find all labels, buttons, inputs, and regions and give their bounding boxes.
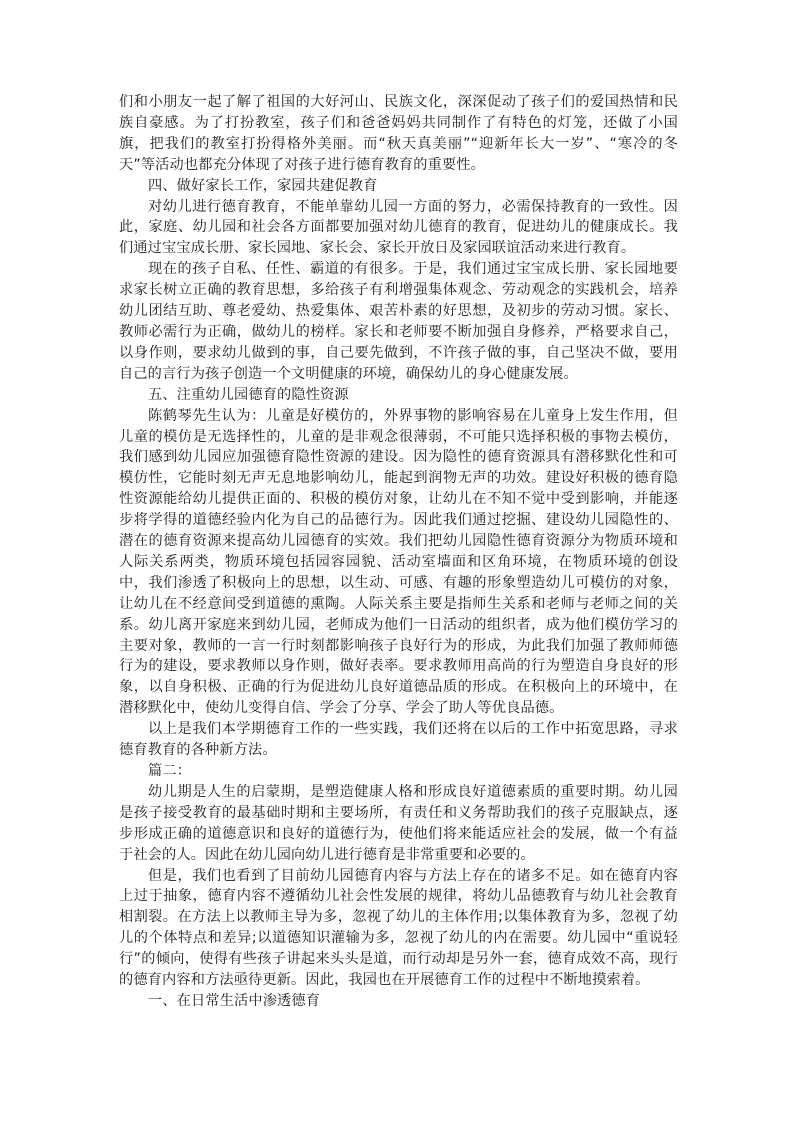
paragraph-continuation: 们和小朋友一起了解了祖国的大好河山、民族文化，深深促动了孩子们的爱国热情和民族自豪感。为了打扮教室，孩子们和爸爸妈妈共同制作了有特色的灯笼，还做了小国旗，把我们的教室打扮得格外美丽。而“秋天真美丽”“迎新年长大一岁”、“寒冷的冬天”等活动也都充分体现了对孩子进行德育教育的重要性。 — [119, 94, 678, 173]
paragraph: 现在的孩子自私、任性、霸道的有很多。于是，我们通过宝宝成长册、家长园地要求家长树立正确的教育思想，多给孩子有利增强集体观念、劳动观念的实践机会，培养幼儿团结互助、尊老爱幼、热爱集体、艰苦朴素的好思想，及初步的劳动习惯。家长、教师必需行为正确，做幼儿的榜样。家长和老师要不断加强自身修养，严格要求自己，以身作则，要求幼儿做到的事，自己要先做到，不许孩子做的事，自己坚决不做，要用自己的言行为孩子创造一个文明健康的环境，确保幼儿的身心健康发展。 — [119, 261, 678, 382]
paragraph: 幼儿期是人生的启蒙期，是塑造健康人格和形成良好道德素质的重要时期。幼儿园是孩子接受教育的最基础时期和主要场所，有责任和义务帮助我们的孩子克服缺点，逐步形成正确的道德意识和良好的道德行为，使他们将来能适应社会的发展，做一个有益于社会的人。因此在幼儿园向幼儿进行德育是非常重要和必要的。 — [119, 783, 678, 863]
section-heading-1: 一、在日常生活中渗透德育 — [148, 992, 321, 1009]
section-heading-4: 四、做好家长工作，家园共建促教育 — [148, 177, 378, 194]
paragraph: 陈鹤琴先生认为：儿童是好模仿的，外界事物的影响容易在儿童身上发生作用，但儿童的模仿是无选择性的，儿童的是非观念很薄弱，不可能只选择积极的事物去模仿，我们感到幼儿园应加强德育隐性资源的建设。因为隐性的德育资源具有潜移默化性和可模仿性，它能时刻无声无息地影响幼儿，能起到润物无声的功效。建设好积极的德育隐性资源能给幼儿提供正面的、积极的模仿对象，让幼儿在不知不觉中受到影响，并能逐步将学得的道德经验内化为自己的品德行为。因此我们通过挖掘、建设幼儿园隐性的、潜在的德育资源来提高幼儿园德育的实效。我们把幼儿园隐性德育资源分为物质环境和人际关系两类，物质环境包括园容园貌、活动室墙面和区角环境，在物质环境的创设中，我们渗透了积极向上的思想，以生动、可感、有趣的形象塑造幼儿可模仿的对象，让幼儿在不经意间受到道德的熏陶。人际关系主要是指师生关系和老师与老师之间的关系。幼儿离开家庭来到幼儿园，老师成为他们一日活动的组织者，成为他们模仿学习的主要对象，教师的一言一行时刻都影响孩子良好行为的形成，为此我们加强了教师师德行为的建设，要求教师以身作则，做好表率。要求教师用高尚的行为塑造自身良好的形象，以自身积极、正确的行为促进幼儿良好道德品质的形成。在积极向上的环境中，在潜移默化中，使幼儿变得自信、学会了分享、学会了助人等优良品德。 — [119, 407, 678, 717]
section-heading-5: 五、注重幼儿园德育的隐性资源 — [148, 386, 349, 403]
part-heading: 篇二： — [148, 763, 192, 779]
paragraph: 以上是我们本学期德育工作的一些实践，我们还将在以后的工作中拓宽思路，寻求德育教育的各种新方法。 — [119, 721, 678, 759]
paragraph: 但是，我们也看到了目前幼儿园德育内容与方法上存在的诸多不足。如在德育内容上过于抽象，德育内容不遵循幼儿社会性发展的规律，将幼儿品德教育与幼儿社会教育相割裂。在方法上以教师主导为多，忽视了幼儿的主体作用;以集体教育为多，忽视了幼儿的个体特点和差异;以道德知识灌输为多，忽视了幼儿的内在需要。幼儿园中“重说轻行”的倾向，使得有些孩子讲起来头头是道，而行动却是另外一套，德育成效不高，现行的德育内容和方法亟待更新。因此，我园也在开展德育工作的过程中不断地摸索着。 — [119, 867, 678, 989]
paragraph: 对幼儿进行德育教育，不能单靠幼儿园一方面的努力，必需保持教育的一致性。因此，家庭、幼儿园和社会各方面都要加强对幼儿德育的教育，促进幼儿的健康成长。我们通过宝宝成长册、家长园地、家长会、家长开放日及家园联谊活动来进行教育。 — [119, 198, 678, 257]
